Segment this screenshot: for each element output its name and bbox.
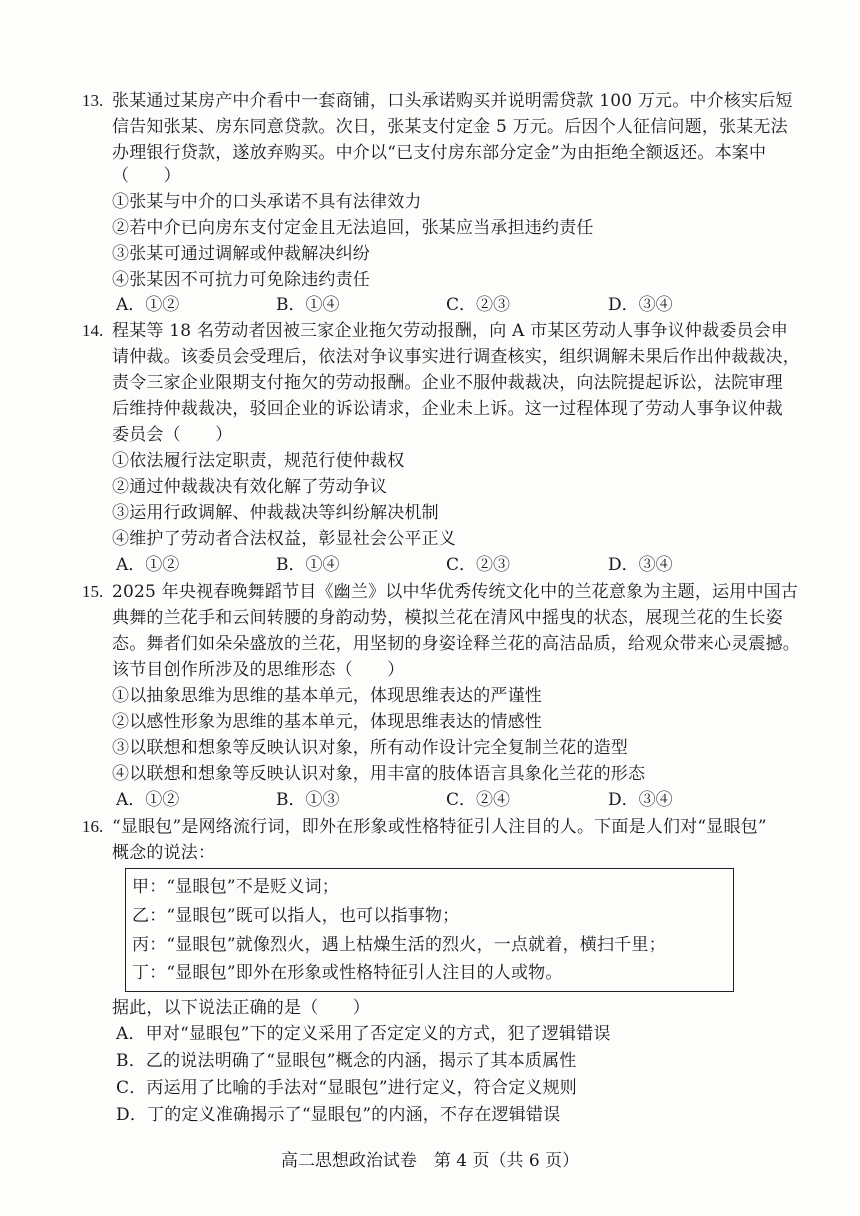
box-statement-bing: 丙：“显眼包”就像烈火，遇上枯燥生活的烈火，一点就着，横扫千里； [132, 935, 666, 955]
page-footer: 高二思想政治试卷 第 4 页（共 6 页） [280, 1151, 580, 1171]
question-stem-line: 张某通过某房产中介看中一套商铺，口头承诺购买并说明需贷款 100 万元。中介核实后短 [112, 91, 793, 111]
answer-blank: （ ） [112, 166, 181, 186]
question-stem-line: 概念的说法： [112, 843, 216, 863]
box-statement-ding: 丁：“显眼包”即外在形象或性格特征引人注目的人或物。 [132, 963, 563, 983]
option-a: A．①② [116, 790, 180, 810]
question-stem-line: 办理银行贷款，遂放弃购买。中介以“已支付房东部分定金”为由拒绝全额返还。本案中 [112, 143, 767, 163]
option-b: B．①④ [276, 295, 340, 315]
option-d: D．③④ [608, 295, 673, 315]
question-stem-line: “显眼包”是网络流行词，即外在形象或性格特征引人注目的人。下面是人们对“显眼包” [112, 817, 767, 837]
choice-c: C．丙运用了比喻的手法对“显眼包”进行定义，符合定义规则 [116, 1078, 577, 1098]
option-b: B．①③ [276, 790, 340, 810]
statement: ②若中介已向房东支付定金且无法追回，张某应当承担违约责任 [112, 218, 594, 238]
option-a: A．①② [116, 295, 180, 315]
statement: ③以联想和想象等反映认识对象，所有动作设计完全复制兰花的造型 [112, 738, 628, 758]
option-b: B．①④ [276, 555, 340, 575]
question-stem-line: 该节目创作所涉及的思维形态（ ） [112, 660, 405, 680]
choice-a: A．甲对“显眼包”下的定义采用了否定定义的方式，犯了逻辑错误 [116, 1024, 611, 1044]
question-stem-line: 2025 年央视春晚舞蹈节目《幽兰》以中华优秀传统文化中的兰花意象为主题，运用中国古 [112, 582, 799, 602]
option-a: A．①② [116, 555, 180, 575]
box-statement-yi: 乙：“显眼包”既可以指人，也可以指事物； [132, 906, 460, 926]
question-stem-line: 程某等 18 名劳动者因被三家企业拖欠劳动报酬，向 A 市某区劳动人事争议仲裁委员会申 [112, 321, 789, 341]
question-stem-line: 后维持仲裁裁决，驳回企业的诉讼请求，企业未上诉。这一过程体现了劳动人事争议仲裁 [112, 399, 783, 419]
choice-b: B．乙的说法明确了“显眼包”概念的内涵，揭示了其本质属性 [116, 1051, 577, 1071]
option-c: C．②③ [446, 295, 511, 315]
question-prompt: 据此，以下说法正确的是（ ） [112, 998, 370, 1018]
choice-d: D．丁的定义准确揭示了“显眼包”的内涵，不存在逻辑错误 [116, 1105, 561, 1125]
question-number: 13. [82, 91, 104, 110]
question-stem-line: 请仲裁。该委员会受理后，依法对争议事实进行调查核实，组织调解未果后作出仲裁裁决， [112, 347, 800, 367]
question-number: 15. [82, 582, 104, 601]
box-statement-jia: 甲：“显眼包”不是贬义词； [132, 877, 339, 897]
option-d: D．③④ [608, 555, 673, 575]
question-stem-line: 信告知张某、房东同意贷款。次日，张某支付定金 5 万元。后因个人征信问题，张某无法 [112, 117, 788, 137]
statement: ②以感性形象为思维的基本单元，体现思维表达的情感性 [112, 712, 542, 732]
statement: ①张某与中介的口头承诺不具有法律效力 [112, 192, 422, 212]
question-stem-line: 责令三家企业限期支付拖欠的劳动报酬。企业不服仲裁裁决，向法院提起诉讼，法院审理 [112, 373, 783, 393]
question-stem-line: 典舞的兰花手和云间转腰的身韵动势，模拟兰花在清风中摇曳的状态，展现兰花的生长姿 [112, 608, 783, 628]
question-stem-line: 态。舞者们如朵朵盛放的兰花，用坚韧的身姿诠释兰花的高洁品质，给观众带来心灵震撼。 [112, 634, 800, 654]
question-stem-line: 委员会（ ） [112, 425, 233, 445]
statement: ③张某可通过调解或仲裁解决纠纷 [112, 244, 370, 264]
statement: ①以抽象思维为思维的基本单元，体现思维表达的严谨性 [112, 686, 542, 706]
statement: ④以联想和想象等反映认识对象，用丰富的肢体语言具象化兰花的形态 [112, 764, 646, 784]
statement: ④张某因不可抗力可免除违约责任 [112, 270, 370, 290]
statement: ④维护了劳动者合法权益，彰显社会公平正义 [112, 529, 456, 549]
statement: ③运用行政调解、仲裁裁决等纠纷解决机制 [112, 503, 439, 523]
option-c: C．②④ [446, 790, 511, 810]
question-number: 16. [82, 817, 104, 836]
option-d: D．③④ [608, 790, 673, 810]
statement: ②通过仲裁裁决有效化解了劳动争议 [112, 477, 388, 497]
option-c: C．②③ [446, 555, 511, 575]
statement: ①依法履行法定职责，规范行使仲裁权 [112, 451, 405, 471]
question-number: 14. [82, 321, 104, 340]
